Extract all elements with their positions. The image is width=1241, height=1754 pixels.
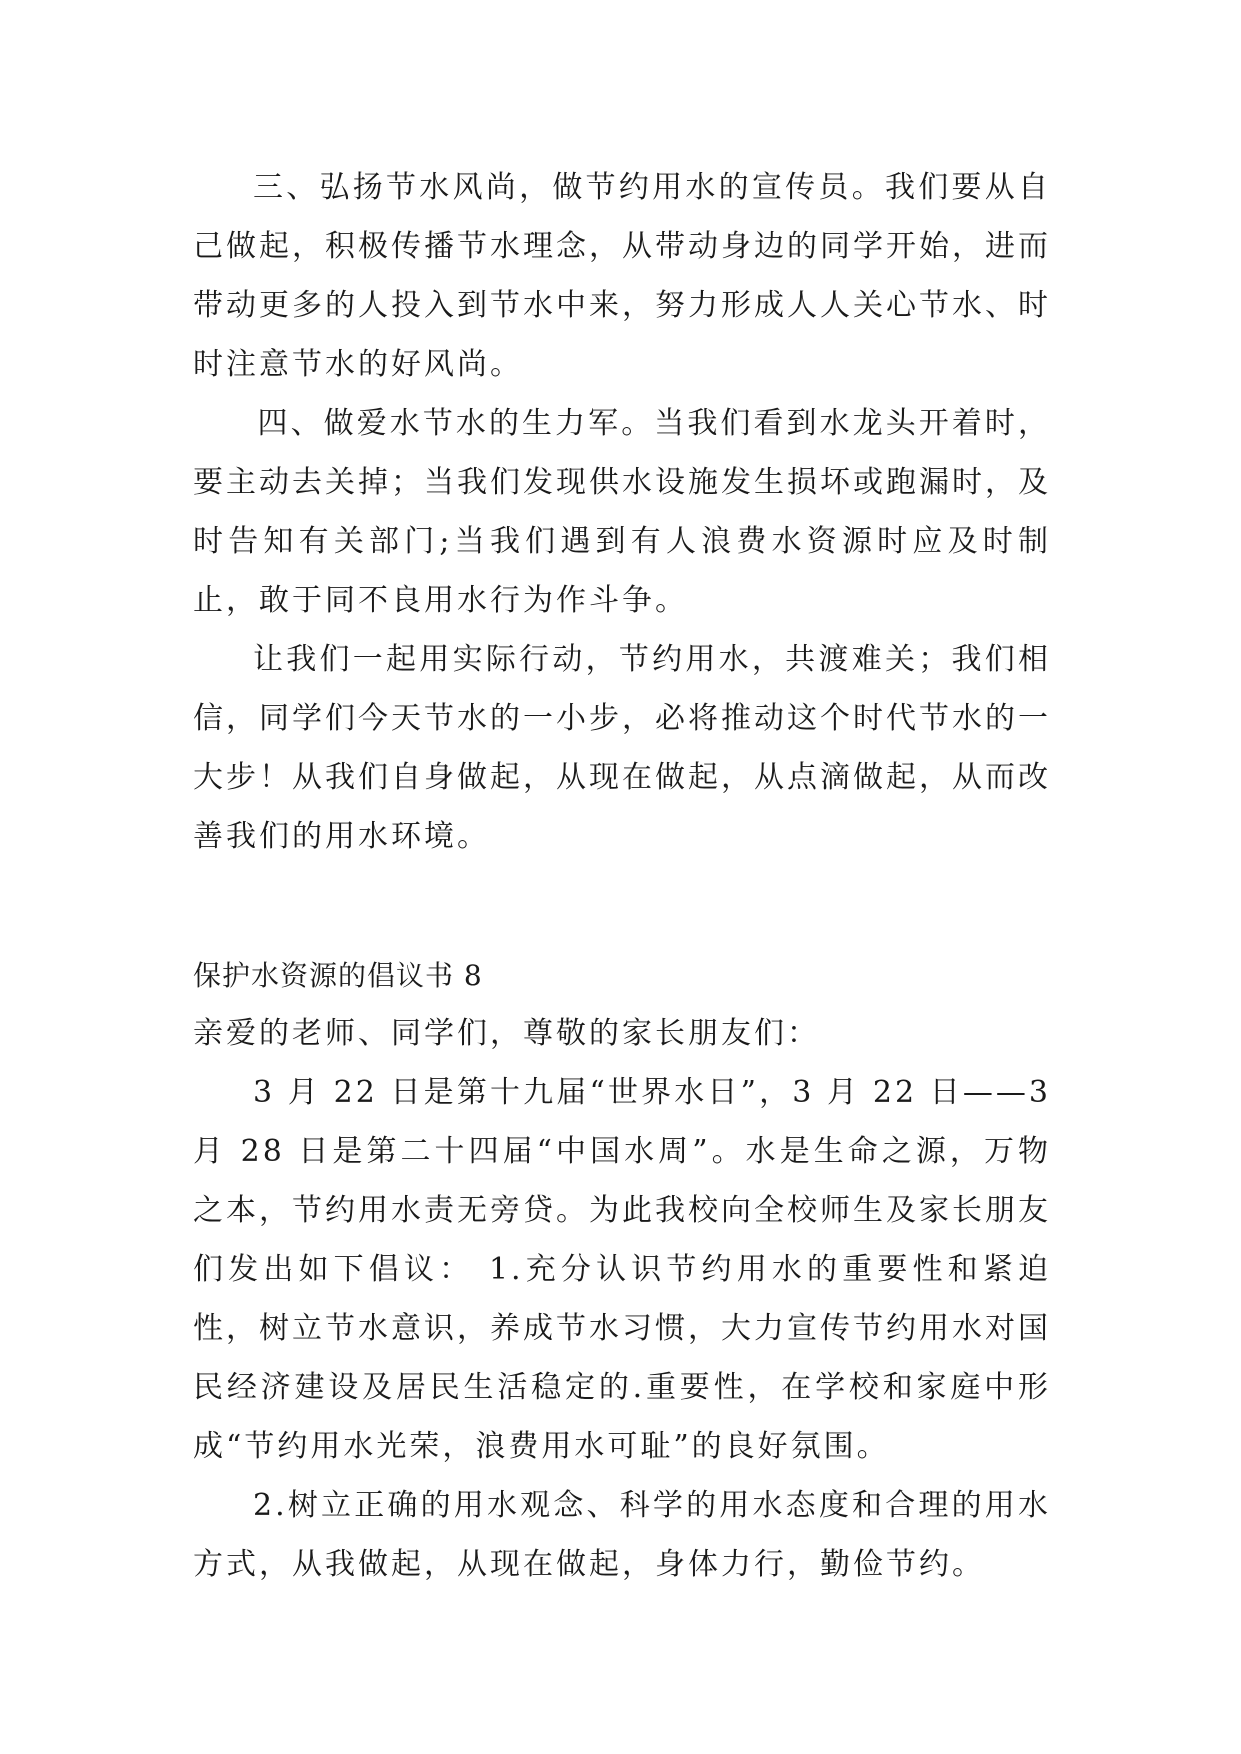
paragraph-world-water-day: 3 月 22 日是第十九届“世界水日”，3 月 22 日——3 月 28 日是第二十四届“中国水周”。水是生命之源，万物之本，节约用水责无旁贷。为此我校向全校师生及家长朋友们发出如下倡议： 1.充分认识节约用水的重要性和紧迫性，树立节水意识，养成节水习惯，大力宣传节约用水对国民经济建设及居民生活稳定的.重要性，在学校和家庭中形成“节约用水光荣，浪费用水可耻”的良好氛围。	[193, 1075, 1051, 1464]
paragraph-call-to-action: 让我们一起用实际行动，节约用水，共渡难关；我们相信，同学们今天节水的一小步，必将推动这个时代节水的一大步！从我们自身做起，从现在做起，从点滴做起，从而改善我们的用水环境。	[193, 642, 1051, 854]
paragraph-promote-water-saving: 三、弘扬节水风尚，做节约用水的宣传员。我们要从自己做起，积极传播节水理念，从带动身边的同学开始，进而带动更多的人投入到节水中来，努力形成人人关心节水、时时注意节水的好风尚。	[193, 170, 1051, 382]
paragraph-water-saving-force: 四、做爱水节水的生力军。当我们看到水龙头开着时，要主动去关掉；当我们发现供水设施发生损坏或跑漏时，及时告知有关部门;当我们遇到有人浪费水资源时应及时制止，敢于同不良用水行为作斗争。	[193, 406, 1051, 618]
salutation: 亲爱的老师、同学们，尊敬的家长朋友们：	[193, 1016, 820, 1051]
proposal-title: 保护水资源的倡议书 8	[193, 959, 483, 992]
section-spacer	[193, 866, 1051, 947]
paragraph-water-use-concept: 2.树立正确的用水观念、科学的用水态度和合理的用水方式，从我做起，从现在做起，身体力行，勤俭节约。	[193, 1488, 1051, 1582]
document-body	[193, 158, 1051, 1594]
